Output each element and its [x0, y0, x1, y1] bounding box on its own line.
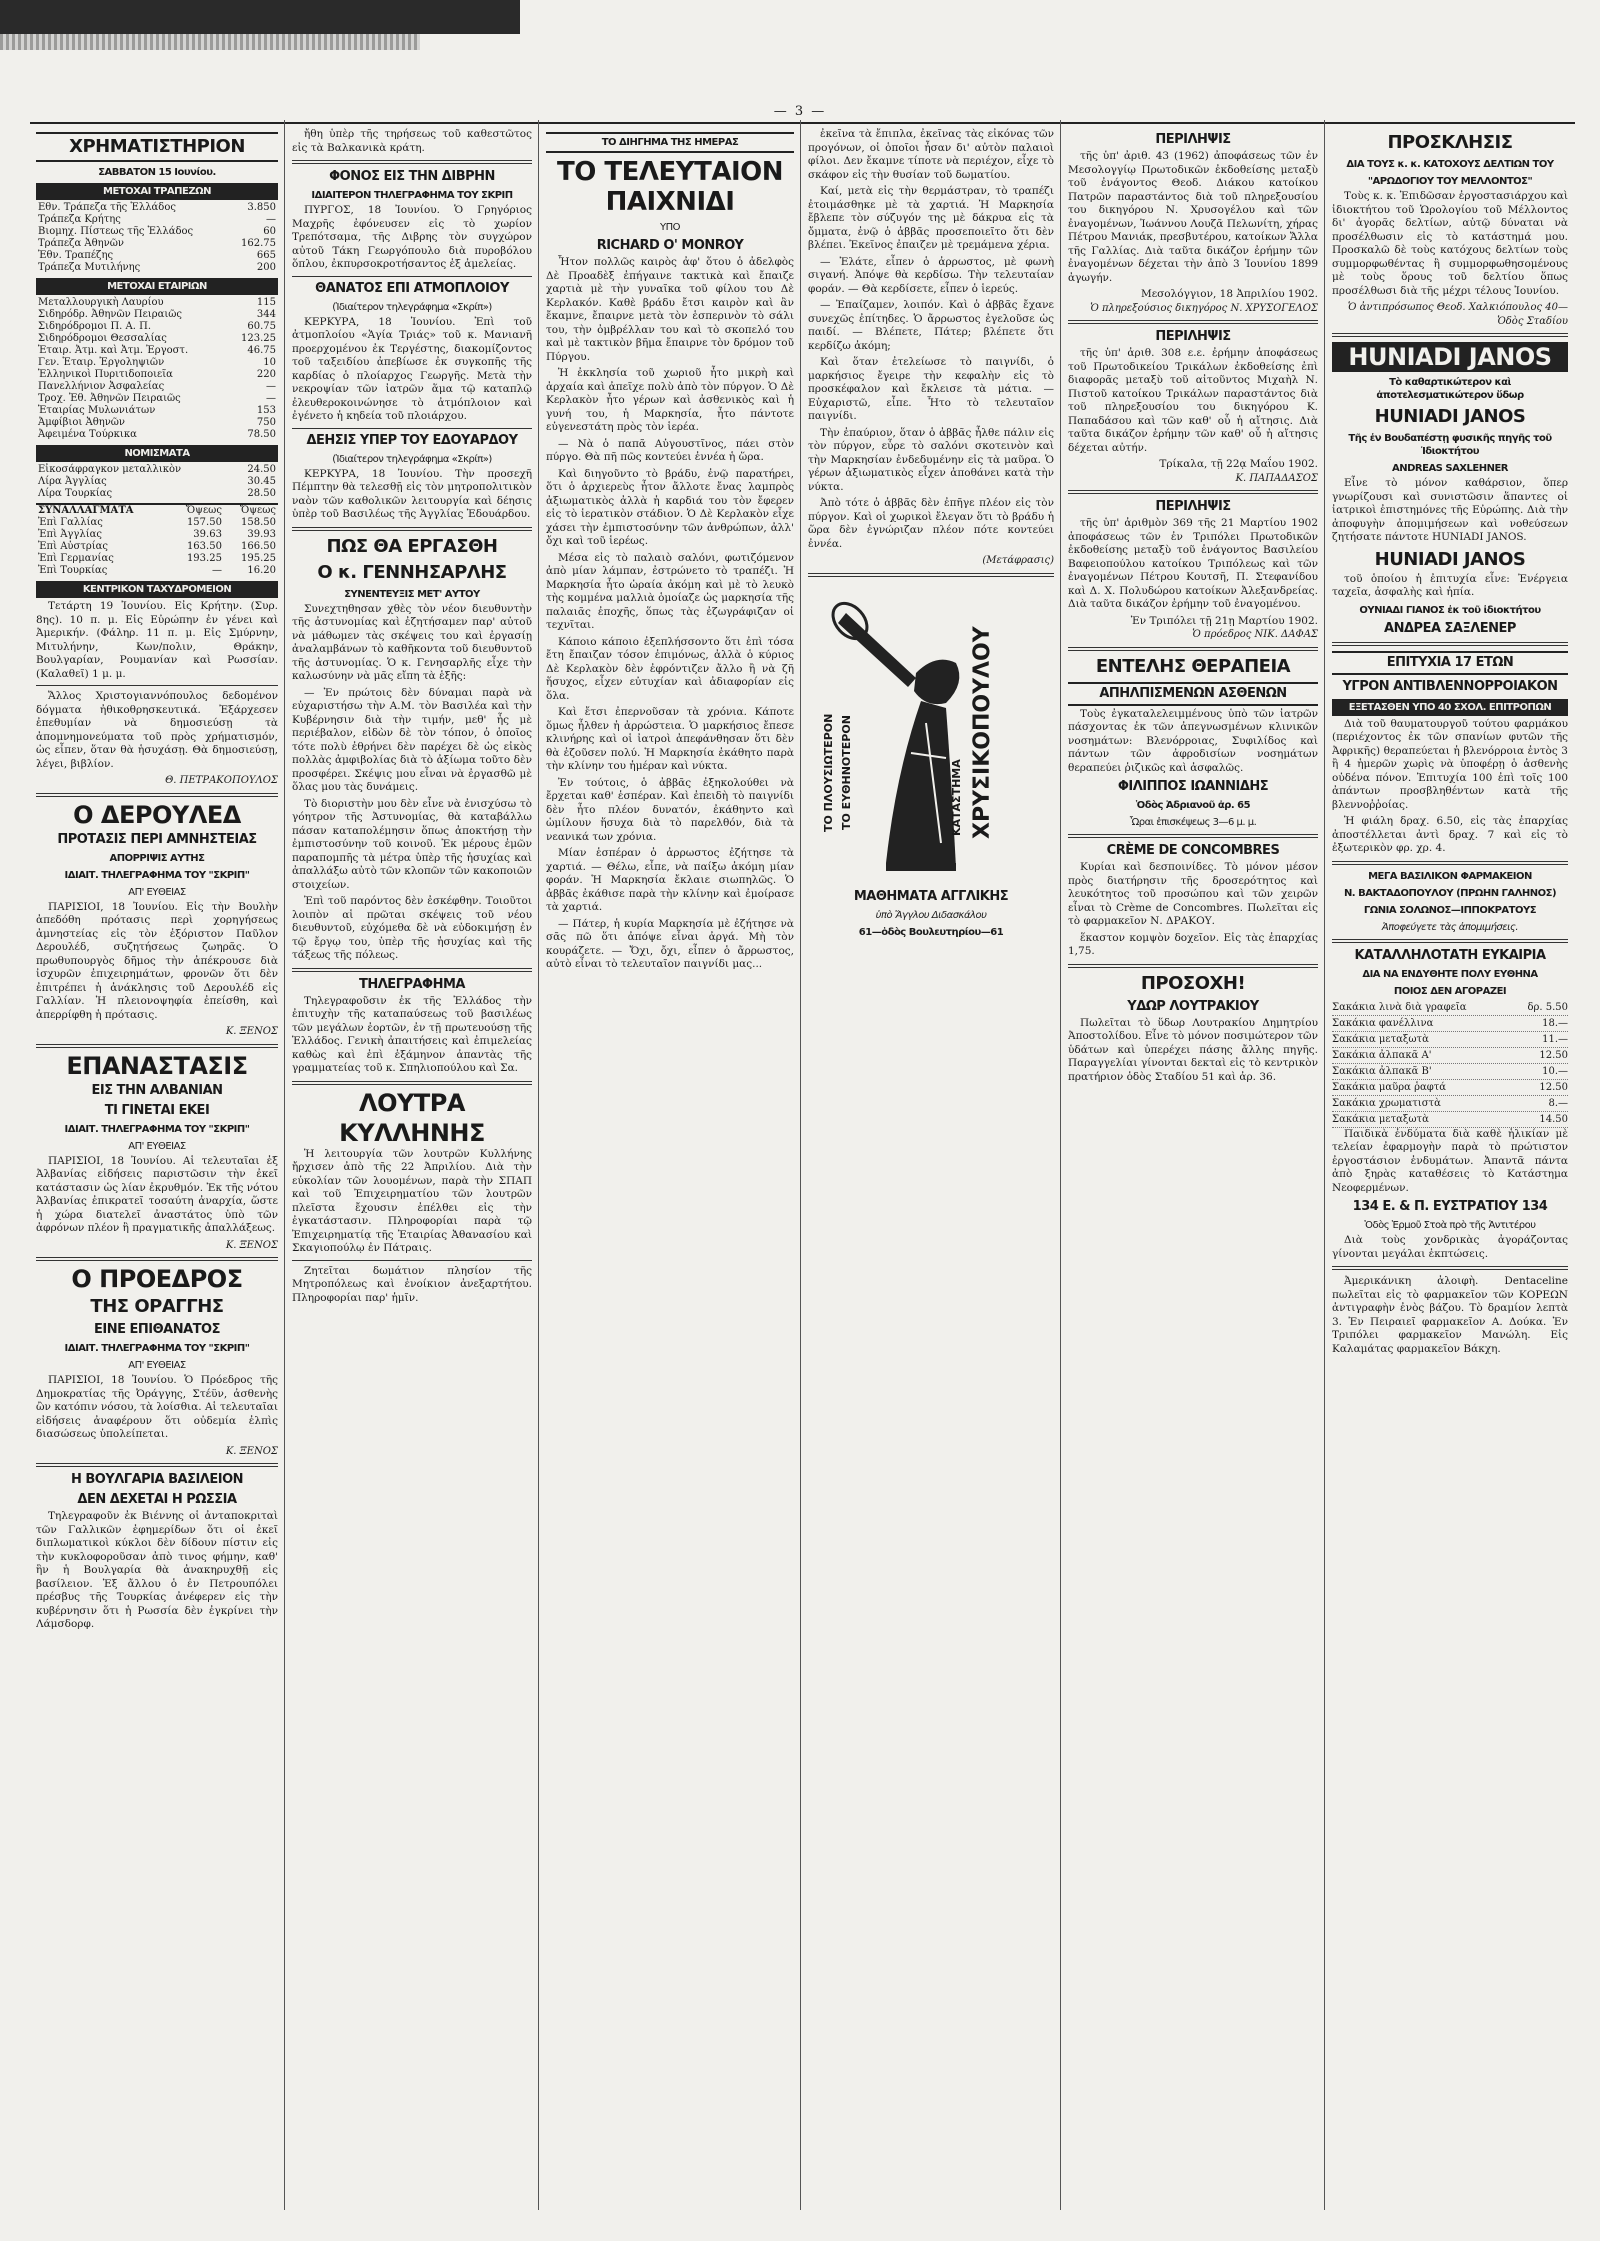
item-name: Σακάκια μαῦρα ῥαφτά	[1332, 1081, 1446, 1093]
last-ad-text: Ἀμερικάνικη ἀλοιφὴ. Dentaceline πωλεῖται εἰς τὸ φαρμακεῖον τῶν ΚΟΡΕΩΝ ἀντιγραφὴν ἐνὸς βάζου. Τὸ δραμίον λεπτὰ 3. Ἐν Πειραιεῖ φαρμακεῖον Α. Δούκα. Ἐν Τριπόλει φαρμακεῖον Μανώλη. Εἰς Καλαμάτας φαρμακεῖον Βάκχη.	[1332, 1275, 1568, 1355]
separator	[1332, 861, 1568, 865]
exchange-col-header: Ὄψεως	[239, 505, 276, 516]
albania-signature: Κ. ΞΕΝΟΣ	[225, 1239, 278, 1251]
companies-heading: ΜΕΤΟΧΑΙ ΕΤΑΙΡΙΩΝ	[36, 278, 278, 295]
stock-name: Γεν. Ἑταιρ. Ἐργοληψιῶν	[38, 357, 165, 368]
story-paragraph: Καὶ ὅταν ἐτελείωσε τὸ παιγνίδι, ὁ μαρκήσιος ἔγειρε τὴν κεφαλὴν εἰς τὸ προσκέφαλον καὶ ἔκλεισε τὰ μάτια. — Εὐχαριστῶ, εἶπε. Ἦτο τὸ τελευταῖον παιγνίδι.	[808, 356, 1054, 422]
separator	[36, 1463, 278, 1467]
column-2	[292, 128, 532, 2228]
remedy-price: Ἡ φιάλη δραχ. 6.50, εἰς τὰς ἐπαρχίας ἀποστέλλεται ἀντὶ δραχ. 7 καὶ εἰς τὸ ἐξωτερικὸν φρ. χρ. 4.	[1332, 815, 1568, 854]
coin-value: 24.50	[247, 464, 276, 475]
coin-value: 28.50	[247, 488, 276, 499]
separator	[1068, 647, 1318, 651]
hunyadi-title: HUNIADI JANOS	[1332, 342, 1568, 372]
separator	[36, 685, 278, 686]
item-price: 12.50	[1539, 1081, 1568, 1093]
exchange-value: 195.25	[241, 553, 276, 564]
item-name: Σακάκια ἀλπακᾶ Β'	[1332, 1065, 1432, 1077]
creme-title: CRÈME DE CONCOMBRES	[1106, 843, 1280, 858]
stock-value: 153	[256, 405, 276, 416]
story-paragraph: Μίαν ἑσπέραν ὁ ἀρρωστος ἐζήτησε τὰ χαρτιά. — Θέλω, εἶπε, νὰ παίξω ἀκόμη μίαν φοράν. Ἡ Μαρκησία ἔκλαιε σιωπηλῶς. Ὁ ἀββᾶς ἐκάθισε παρὰ τὴν κλίνην καὶ ἐμοίρασε τὰ χαρτιά.	[546, 847, 794, 913]
proedros-subtitle: ΤΗΣ ΟΡΑΓΓΗΣ	[90, 1296, 224, 1317]
column-6	[1332, 128, 1568, 2228]
shop-address-2: Ὁδὸς Ἑρμοῦ Στοὰ πρὸ τῆς Ἀντιτέρου	[1364, 1220, 1536, 1231]
attention-title: ΠΡΟΣΟΧΗ!	[1140, 972, 1246, 994]
pharmacy-note: Ἀποφεύγετε τὰς ἀπομιμήσεις.	[1381, 921, 1519, 933]
english-lessons-sub: ὑπὸ Ἄγγλου Διδασκάλου	[875, 909, 987, 921]
hunyadi-text-2: τοῦ ὁποίου ἡ ἐπιτυχία εἶνε: Ἐνέργεια ταχεῖα, ἀσφαλὴς καὶ ἠπία.	[1332, 572, 1568, 598]
creme-price: ἕκαστον κομψὸν δοχεῖον. Εἰς τὰς ἐπαρχίας 1,75.	[1068, 931, 1318, 957]
invite-text: Τοὺς κ. κ. Ἐπιδῶσαν ἐργοστασιάρχου καὶ ἰδιοκτήτου τοῦ Ὡρολογίου τοῦ Μέλλοντος δι' ἀγορᾶς δελτίων, αὐτῷ δύναται νὰ προσέλθωσιν εἰς τὸ κατάστημά μου. Προσκαλῶ δὲ τοὺς κατόχους δελτίων τοὺς συμμορφωθέντας ἢ συμμορφωθησομένους μὲ τοὺς ὅρους τοῦ δελτίου ὅπως προσέλθωσι διὰ τῆς μέχρι τέλους Ἰουνίου.	[1332, 190, 1568, 297]
deroulede-title: Ο ΔΕΡΟΥΛΕΔ	[73, 800, 241, 829]
stock-name: Πανελλήνιον Ἀσφαλείας	[38, 381, 165, 392]
table-row	[36, 529, 278, 541]
story-paragraph: Ἀπὸ τότε ὁ ἀββᾶς δὲν ἐπῆγε πλέον εἰς τὸν πύργον. Καὶ οἱ χωρικοὶ ἔλεγαν ὅτι τὸ βράδυ ἡ ὥρα δὲν ἐγνώριζαν πλέον πότε κοντεύει ἐννέα.	[808, 497, 1054, 550]
deroulede-text: ΠΑΡΙΣΙΟΙ, 18 Ἰουνίου. Εἰς τὴν Βουλὴν ἀπεδόθη πρότασις περὶ χορηγήσεως ἀμνηστείας εἰς τὸν ἐξόριστον Παῦλον Δερουλέδ, συζητήσεως ζωηρᾶς. Ὁ πρωθυπουργὸς δῆμος τὴν ἀπέκρουσε διὰ ἰσχυρῶν ἐπιχειρημάτων, φρονῶν ὅτι δὲν ἐπιτρέπει ἡ ἀνάκλησις τοῦ Δερουλέδ εἰς Γαλλίαν. Ἡ πλειονοψηφία ἐπείσθη, καὶ ἀπερρίφθη ἡ πρότασις.	[36, 900, 278, 1021]
telegrams-title: ΤΗΛΕΓΡΑΦΗΜΑ	[359, 976, 465, 992]
exchange-name: Ἐπὶ Ἀγγλίας	[38, 529, 102, 540]
invite-title: ΠΡΟΣΚΛΗΣΙΣ	[1387, 132, 1513, 153]
table-row	[36, 238, 278, 250]
deroulede-subtitle-2: ΑΠΟΡΡΙΨΙΣ ΑΥΤΗΣ	[109, 852, 205, 864]
remedy-years: ΕΠΙΤΥΧΙΑ 17 ΕΤΩΝ	[1332, 651, 1568, 675]
coin-name: Λίρα Ἀγγλίας	[38, 476, 107, 487]
separator	[292, 1260, 532, 1261]
table-row	[36, 369, 278, 381]
exchange-name: Ἐπὶ Γαλλίας	[38, 517, 103, 528]
market-date: ΣΑΒΒΑΤΟΝ 15 Ιουνίου.	[98, 167, 216, 178]
exchange-value: 166.50	[241, 541, 276, 552]
list-item	[1332, 1112, 1568, 1128]
telegram-line: ΙΔΙΑΙΤ. ΤΗΛΕΓΡΑΦΗΜΑ ΤΟΥ "ΣΚΡΙΠ"	[64, 1343, 250, 1354]
column-5	[1068, 128, 1318, 2228]
item-price: 12.50	[1539, 1049, 1568, 1061]
shop-sub-2: ΠΟΙΟΣ ΔΕΝ ΑΓΟΡΑΖΕΙ	[1393, 985, 1507, 997]
separator	[1332, 939, 1568, 943]
notice-text: τῆς ὑπ' ἀριθμὸν 369 τῆς 21 Μαρτίου 1902 ἀποφάσεως τῶν ἐν Τριπόλει Πρωτοδικῶν ἐκδοθείσης μεταξὺ τοῦ ἐνάγοντος Βασιλείου Βαφειοπούλου κατοίκου Τριπόλεως καὶ τῶν ἐναγομένων Πέτρου Κουτσῆ, Π. Στεφανίδου καὶ Δ. Χ. Πολυδώρου κατοίκων Ἀλεξανδρείας. Διὰ ταῦτα δικάζον ἐρήμην τοῦ ἐναγομένου.	[1068, 517, 1318, 610]
baths-text: Ἡ λειτουργία τῶν λουτρῶν Κυλλήνης ἤρχισεν ἀπὸ τῆς 22 Ἀπριλίου. Διὰ τὴν εὐκολίαν τῶν λουομένων, παρὰ τὴν ΣΠΑΠ καὶ τοῦ Ἐπιχειρηματίου τῶν λουτρῶν πλεῖστα ἔχουσιν ἐπέλθει εἰς τὴν ἐγκατάστασιν. Πληροφορίαι παρὰ τῷ Ἐπιχειρηματίᾳ τῆς Ἑταιρίας Ἀθανασίου καὶ Σκαγιοπούλῳ ἐν Πάτραις.	[292, 1147, 532, 1254]
story-paragraph: — Νὰ ὁ παπᾶ Αὐγουστῖνος, πάει στὸν πύργο. Θὰ πῆ πῶς κοντεύει ἐννέα ἡ ὥρα.	[546, 437, 794, 463]
murder-sub: ΙΔΙΑΙΤΕΡΟΝ ΤΗΛΕΓΡΑΦΗΜΑ ΤΟΥ ΣΚΡΙΠ	[311, 190, 513, 201]
coins-table	[36, 464, 278, 500]
attention-sub: ΥΔΩΡ ΛΟΥΤΡΑΚΙΟΥ	[1127, 998, 1259, 1014]
item-name: Σακάκια χρωματιστὰ	[1332, 1097, 1441, 1109]
column-3	[546, 128, 794, 2228]
baths-title: ΛΟΥΤΡΑ	[359, 1088, 465, 1117]
bulgar-title: Η ΒΟΥΛΓΑΡΙΑ ΒΑΣΙΛΕΙΟΝ	[70, 1472, 244, 1487]
exchange-value: 39.63	[193, 529, 222, 540]
col-divider	[800, 120, 801, 2210]
exchange-table	[36, 503, 278, 577]
exchange-value: 39.93	[247, 529, 276, 540]
exchange-name: Ἐπὶ Αὐστρίας	[38, 541, 109, 552]
table-row	[36, 393, 278, 405]
story-paragraph: Κάποιο κάποιο ἐξεπλήσσοντο ὅτι ἐπὶ τόσα ἔτη ἔπαιζαν τόσον ἐπιμόνως, ἀλλὰ ὁ κύριος Δὲ Κερλακὸν δὲν ἐφρόντιζεν ἄλλο ἢ νὰ ζῆ ἥσυχος, εἶχεν εὐτυχίαν καὶ ἀδιαφορίαν εἰς ὅλα.	[546, 635, 794, 702]
story-paragraph: — Ἐπαίζαμεν, λοιπόν. Καὶ ὁ ἀββᾶς ἔχανε συνεχῶς ἐπίτηδες. Ὁ ἄρρωστος ἐγελοῦσε ὡς παιδί. — Βλέπετε, Πάτερ; βλέπετε ὅτι κερδίζω ἀκόμη;	[808, 299, 1054, 352]
deroulede-signature: Κ. ΞΕΝΟΣ	[225, 1026, 278, 1037]
prayer-sub: (Ἰδιαίτερον τηλεγράφημα «Σκρίπ»)	[332, 453, 492, 465]
table-row	[36, 541, 278, 553]
column-4	[808, 128, 1054, 2228]
english-lessons-title: ΜΑΘΗΜΑΤΑ ΑΓΓΛΙΚΗΣ	[853, 888, 1009, 904]
remedy-sub: ΕΞΕΤΑΣΘΕΝ ΥΠΟ 40 ΣΧΟΛ. ΕΠΙΤΡΟΠΩΝ	[1332, 699, 1568, 716]
exchange-name: Ἐπὶ Γερμανίας	[38, 553, 114, 564]
telegram-sub: ΑΠ' ΕΥΘΕΙΑΣ	[128, 1140, 186, 1152]
top-rule	[30, 122, 1575, 124]
work-text: — Ἐν πρώτοις δὲν δύναμαι παρὰ νὰ εὐχαριστήσω τὴν Α.Μ. τὸν Βασιλέα καὶ τὴν Κυβέρνησιν διὰ τὴν τιμήν, μεθ' ἧς μὲ περιέβαλον, εἰδὼν δὲ τὸν τόπον, ὁ ὁποῖος τότε πολὺ ἐθρήνει δὲν παρέχει δὲ ὡς εἰκὸς πολλὰς ἀμφιβολίας διὰ τὸ ἀξίωμα τοῦτο δὲν προσφέρει. Σκέψις μου εἶναι νὰ ἐργασθῶ μὲ ὅλας μου τὰς δυνάμεις.	[292, 686, 532, 793]
cure-sub: ΑΠΗΛΠΙΣΜΕΝΩΝ ΑΣΘΕΝΩΝ	[1068, 682, 1318, 706]
notice-signature: Ὁ πληρεξούσιος δικηγόρος Ν. ΧΡΥΣΟΓΕΛΟΣ	[1090, 302, 1318, 314]
story-paragraph: — Ἐλάτε, εἶπεν ὁ ἀρρωστος, μὲ φωνὴ σιγανή. Ἀπόψε θὰ κερδίσω. Τὴν τελευταίαν φοράν. — Θὰ κερδίσετε, εἶπεν ὁ ἱερεύς.	[808, 255, 1054, 295]
stock-value: 60.75	[247, 321, 276, 332]
pharmacy-sub: Ν. ΒΑΚΤΑΔΟΠΟΥΛΟΥ (ΠΡΩΗΝ ΓΑΛΗΝΟΣ)	[1343, 887, 1557, 899]
translation-note: (Μετάφρασις)	[982, 555, 1054, 566]
work-text: Τὸ διοριστὴν μου δὲν εἶνε νὰ ἐνισχύσω τὸ γόητρον τῆς Ἀστυνομίας, θὰ καταβάλλω πάσαν καταπολέμησιν ὅπως ἀποκτήσῃ τὴν ἐμπιστοσύνην τοῦ κοινοῦ. Ἐκ μέρους ἐμῶν παραπομπῆς τὰ μέτρα ὑπὲρ τῆς ἡσυχίας καὶ ἀπαλλάξω αὐτὸ τῶν κλοπῶν τῶν κακοποιῶν στοιχείων.	[292, 797, 532, 891]
stock-name: Ἀφειμένα Τούρκικα	[38, 429, 137, 440]
albania-subtitle: ΕΙΣ ΤΗΝ ΑΛΒΑΝΙΑΝ	[91, 1082, 223, 1098]
stock-value: —	[266, 381, 276, 392]
scan-top-edge	[0, 0, 1600, 100]
hunyadi-name-2: HUNIADI JANOS	[1374, 548, 1526, 570]
stock-name: Ἐθν. Τραπέζης	[38, 250, 114, 261]
notice-signature: Ὁ πρόεδρος ΝΙΚ. ΔΑΦΑΣ	[1192, 629, 1318, 640]
notice-text: τῆς ὑπ' ἀριθ. 43 (1962) ἀποφάσεως τῶν ἐν Μεσολογγίῳ Πρωτοδικῶν ἐκδοθείσης μεταξὺ τοῦ ἐνάγοντος Θεοδ. Διάκου κατοίκου Πατρῶν παραστάντος διὰ τοῦ πληρεξουσίου του δικηγόρου Ν. Χρυσογέλου καὶ τῶν ἐναγομένων, Ἰωάννου Λουζᾶ Πελωνίτη, χήρας Πέτρου Μανιάκ, πρεσβυτέρου, κατοίκων Ἄλλα τῆς Γαλλίας. Διὰ ταῦτα δικάζον ἐρήμην τῶν ἐναγομένων δέχεται τὴν ἀπὸ 3 Ἰουνίου 1899 ἀγωγήν.	[1068, 150, 1318, 284]
table-row	[36, 429, 278, 441]
story-paragraph: Καί, μετὰ εἰς τὴν θερμάστραν, τὸ τραπέζι ἐτοιμάσθηκε μὲ τὰ χαρτιά. Ἡ Μαρκησία ἔβλεπε τὸν σύζυγόν της μὲ δάκρυα εἰς τὰ ὄμματα, ἐνῷ ὁ ἀββᾶς προσεποιεῖτο ὅτι δὲν βλέπει. Ἐκεῖνος ἐπαιζεν μὲ τρεμάμενα χέρια.	[808, 185, 1054, 251]
attention-text: Πωλεῖται τὸ ὕδωρ Λουτρακίου Δημητρίου Ἀποστολίδου. Εἶνε τὸ μόνον ποσιμώτερον τῶν ὑδάτων καὶ ὑπερέχει πάσης ἄλλης πηγῆς. Παραγγελίαι γίνονται δεκταὶ εἰς τὸ κεντρικὸν πρατήριον ὁδὸς Σταδίου 51 καὶ ἀρ. 36.	[1068, 1016, 1318, 1083]
essay-signature: Θ. ΠΕΤΡΑΚΟΠΟΥΛΟΣ	[165, 775, 278, 786]
shop-note: Διὰ τοὺς χονδρικὰς ἀγοράζοντας γίνονται μεγάλαι ἐκπτώσεις.	[1332, 1234, 1568, 1260]
exchange-value: 163.50	[186, 541, 222, 552]
ad-line-2: ΤΟ ΕΥΘΗΝΟΤΕΡΟΝ	[840, 715, 853, 830]
item-name: Σακάκια μεταξωτὰ	[1332, 1033, 1429, 1045]
separator	[36, 1257, 278, 1261]
proedros-subtitle-2: ΕΙΝΕ ΕΠΙΘΑΝΑΤΟΣ	[94, 1322, 220, 1337]
story-title: ΤΟ ΤΕΛΕΥΤΑΙΟΝ ΠΑΙΧΝΙΔΙ	[557, 157, 783, 217]
story-paragraph: ἐκεῖνα τὰ ἔπιπλα, ἐκεῖνας τὰς εἰκόνας τῶν προγόνων, οἱ ὁποῖοι ἦσαν δι' αὐτὸν παλαιοὶ φίλοι. Δεν ἔκαμνε τίποτε νὰ περιέχον, εἶχε τὸ σκάφον εἰς τὴν θυσίαν τοῦ δωματίου.	[808, 128, 1054, 181]
stock-value: 3.850	[247, 202, 276, 213]
list-item	[1332, 1096, 1568, 1112]
item-price: δρ. 5.50	[1527, 1001, 1568, 1013]
remedy-text: Διὰ τοῦ θαυματουργοῦ τούτου φαρμάκου (περιέχοντος ἐκ τῶν σπανίων φυτῶν τῆς Ἀφρικῆς) θεραπεύεται ἡ βλενόρροια ἐντὸς 3 ἢ 4 ἡμερῶν χωρὶς νὰ ὑποφέρῃ ὁ ἀσθενὴς οὐδένα πόνον. Ἐπιτυχία 100 ἐπὶ τοῖς 100 ἀπάντων προσβληθέντων κατὰ τῆς βλεννοῤῥοίας.	[1332, 717, 1568, 811]
steamer-title: ΘΑΝΑΤΟΣ ΕΠΙ ΑΤΜΟΠΛΟΙΟΥ	[315, 280, 509, 296]
proedros-title: Ο ΠΡΟΕΔΡΟΣ	[71, 1265, 243, 1293]
stock-name: Ἑταιρ. Ἀτμ. καὶ Ἀτμ. Ἐργοστ.	[38, 345, 189, 356]
prayer-title: ΔΕΗΣΙΣ ΥΠΕΡ ΤΟΥ ΕΔΟΥΑΡΔΟΥ	[306, 432, 518, 448]
table-row	[36, 488, 278, 500]
table-row	[36, 321, 278, 333]
sole-agent: ΟΥΝΙΑΔΙ ΓΙΑΝΟΣ ἐκ τοῦ ἰδιοκτήτου	[1359, 604, 1541, 616]
pharmacy-title: ΜΕΓΑ ΒΑΣΙΛΙΚΟΝ ΦΑΡΜΑΚΕΙΟΝ	[1368, 870, 1532, 882]
exchange-value: 158.50	[241, 517, 276, 528]
stock-name: Τροχ. Ἐθ. Ἀθηνῶν Πειραιῶς	[38, 393, 181, 404]
hunyadi-sub: Τὸ καθαρτικώτερον καὶ ἀποτελεσματικώτερον ὕδωρ	[1376, 377, 1524, 401]
story-by: ΥΠΟ	[660, 222, 680, 233]
separator	[292, 968, 532, 972]
invite-sub-2: "ΑΡΩΔΟΓΙΟΥ ΤΟΥ ΜΕΛΛΟΝΤΟΣ"	[1367, 176, 1533, 187]
notice-place: Ἐν Τριπόλει τῇ 21ῃ Μαρτίου 1902.	[1130, 614, 1318, 627]
post-text: Τετάρτη 19 Ἰουνίου. Εἰς Κρήτην. (Συρ. 8ης). 10 π. μ. Εἰς Εὐρώπην ἐν γένει καὶ Ἀμερικήν. (Φάληρ. 11 π. μ. Εἰς Σμύρνην, Μιτυλήνην, Κων/πολιν, Θράκην, Βουλγαρίαν, Ρουμανίαν καὶ Ρωσσίαν. (Καλαθεῖ) 1 μ. μ.	[36, 600, 278, 680]
pharmacy-address: ΓΩΝΙΑ ΣΟΛΩΝΟΣ—ΙΠΠΟΚΡΑΤΟΥΣ	[1363, 904, 1537, 916]
table-row	[36, 345, 278, 357]
cure-address: Ὁδὸς Ἀδριανοῦ ἀρ. 65	[1135, 800, 1251, 811]
page-number: — 3 —	[773, 104, 827, 119]
separator	[1068, 834, 1318, 838]
telegram-line: ΙΔΙΑΙΤ. ΤΗΛΕΓΡΑΦΗΜΑ ΤΟΥ "ΣΚΡΙΠ"	[64, 869, 250, 881]
exchange-value: 16.20	[247, 565, 276, 576]
stock-name: Εθν. Τράπεζα τῆς Ἑλλάδος	[38, 202, 176, 213]
table-row	[36, 357, 278, 369]
notice-signature: Κ. ΠΑΠΑΔΑΣΟΣ	[1235, 472, 1318, 484]
coins-heading: ΝΟΜΙΣΜΑΤΑ	[36, 445, 278, 462]
market-title: ΧΡΗΜΑΤΙΣΤΗΡΙΟΝ	[36, 132, 278, 162]
table-row	[36, 333, 278, 345]
story-paragraph: Μέσα εἰς τὸ παλαιὸ σαλόνι, φωτιζόμενον ἀπὸ μίαν λάμπαν, ἐστρώνετο τὸ τραπέζι. Ἡ Μαρκησία ἦτο ὡραία ἀκόμη καὶ μὲ τὸ λευκὸ τὴς κομμένα μαλλιὰ ὁμοίαζε ὡς μαρκησία τῆς παλαιᾶς ἐποχῆς, ὅπως τὰς ἐζωγράφιζαν οἱ τεχνῖται.	[546, 551, 794, 631]
list-item	[1332, 1064, 1568, 1080]
table-row	[36, 476, 278, 488]
exchange-name: Ἐπὶ Τουρκίας	[38, 565, 108, 576]
work-text: Ἐπὶ τοῦ παρόντος δὲν ἐσκέφθην. Τοιοῦτοι λοιπὸν αἱ πρῶται σκέψεις τοῦ νέου διευθυντοῦ, εὐχόμεθα δὲ νὰ εὐδοκιμήσῃ ἐν τῷ ἔργῳ του, ὑπὲρ τῆς ἡσυχίας καὶ τῆς τάξεως τῆς πόλεως.	[292, 895, 532, 961]
stock-name: Ἑταιρίας Μυλωνιάτων	[38, 405, 156, 416]
exchange-value: 157.50	[186, 517, 222, 528]
notice-place: Τρίκαλα, τῇ 22ᾳ Μαΐου 1902.	[1159, 458, 1318, 470]
table-header-row	[36, 504, 278, 517]
hunyadi-name: HUNIADI JANOS	[1374, 406, 1526, 427]
separator	[36, 1044, 278, 1048]
item-price: 18.—	[1542, 1017, 1568, 1029]
stock-value: 46.75	[247, 345, 276, 356]
item-name: Σακάκια λινὰ διὰ γραφεῖα	[1332, 1001, 1467, 1013]
list-item	[1332, 1032, 1568, 1048]
murder-text: ΠΥΡΓΟΣ, 18 Ἰουνίου. Ὁ Γρηγόριος Μαχρῆς ἐφόνευσεν εἰς τὸ χωρίον Τρεπότσαμα, τῆς Διβρης τὸν συγχώρον αὐτοῦ Τάκη Γεωργόπουλο διὰ πυροβόλου ὅπλου, ἐκπυρσοκροτήσαντος ἐξ ἀμελείας.	[292, 204, 532, 270]
stock-value: —	[266, 393, 276, 404]
bulgar-text: Τηλεγραφοῦν ἐκ Βιέννης οἱ ἀνταποκριταὶ τῶν Γαλλικῶν ἐφημερίδων ὅτι οἱ ἐκεῖ διπλωματικοὶ κύκλοι δὲν δίδουν πίστιν εἰς τὴν κυκλοφοροῦσαν ἀπὸ τινος φήμην, καθ' ἣν ἡ Βουλγαρία θὰ ἀνακηρυχθῇ εἰς βασίλειον. Ἐξ ἄλλου ὁ ἐν Πετρουπόλει πρέσβυς τῆς Τουρκίας ἀνέφερεν εἰς τὴν κυβέρνησιν ὅτι ἡ Ρωσσία δὲν ἐγκρίνει τὴν Λάμσδορφ.	[36, 1510, 278, 1630]
notice-title: ΠΕΡΙΛΗΨΙΣ	[1155, 132, 1231, 147]
stock-name: Βιομηχ. Πίστεως τῆς Ἑλλάδος	[38, 226, 194, 237]
telegram-line: ΙΔΙΑΙΤ. ΤΗΛΕΓΡΑΦΗΜΑ ΤΟΥ "ΣΚΡΙΠ"	[64, 1123, 250, 1135]
exchange-col-header: Ὄψεως	[185, 505, 222, 516]
telegram-sub: ΑΠ' ΕΥΘΕΙΑΣ	[128, 886, 186, 898]
stock-value: —	[266, 214, 276, 225]
col-divider	[538, 120, 539, 2210]
table-row	[36, 405, 278, 417]
col-divider	[1060, 120, 1061, 2210]
separator	[1332, 333, 1568, 337]
remedy-title: ΥΓΡΟΝ ΑΝΤΙΒΛΕΝΝΟΡΡΟΙΑΚΟΝ	[1342, 678, 1558, 694]
stock-value: 123.25	[241, 333, 276, 344]
stock-name: Τράπεζα Ἀθηνῶν	[38, 238, 124, 249]
sole-agent-name: ΑΝΔΡΕΑ ΣΑΞΛΕΝΕΡ	[1384, 620, 1516, 636]
shop-title: ΚΑΤΑΛΛΗΛΟΤΑΤΗ ΕΥΚΑΙΡΙΑ	[1354, 947, 1546, 963]
english-lessons-address: 61—ὁδὸς Βουλευτηρίου—61	[858, 926, 1004, 938]
story-paragraph: Καὶ διηγοῦντο τὸ βράδυ, ἐνῷ παρατήρει, ὅτι ὁ ἀρχιερεὺς ἦτον ἄλλοτε ἔνας λαμπρὸς ἀξιωματικὸς ἀλλὰ ἡ καρδιά του τὸν ἔφερεν εἰς τὸ ἱερατικὸν στάδιον. Ὁ Δὲ Κερλακὸν εἶχε χάσει τὴν ἐμπιστοσύνην τῶν ἀνθρώπων, ἀλλ' ὄχι καὶ τοῦ ἱερέως.	[546, 467, 794, 547]
ad-brand: ΧΡΥΣΙΚΟΠΟΥΛΟΥ	[970, 626, 995, 839]
col-divider	[284, 120, 285, 2210]
work-text: Συνεχτηθησαν χθὲς τὸν νέον διευθυντὴν τῆς ἀστυνομίας καὶ ἐζητήσαμεν παρ' αὐτοῦ νὰ μάθωμεν τὰς σκέψεις του καὶ ἐργασίῃ ἀναλαμβάνων τὸ καθῆκοντα τοῦ διευθυντοῦ τῆς ἀστυνομίας. Ὁ κ. Γενησαρλῆς εἶχε τὴν καλωσύνην νὰ μᾶς εἴπη τὰ ἑξῆς:	[292, 602, 532, 682]
stock-name: Σιδηρόδρ. Ἀθηνῶν Πειραιῶς	[38, 309, 183, 320]
companies-table	[36, 297, 278, 441]
work-title: ΠΩΣ ΘΑ ΕΡΓΑΣΘΗ	[326, 535, 498, 557]
col-divider	[1324, 120, 1325, 2210]
separator	[36, 793, 278, 797]
exchange-heading: ΣΥΝΑΛΛΑΓΜΑΤΑ	[38, 505, 134, 516]
stock-name: Ἀμφίβιοι Ἀθηνῶν	[38, 417, 126, 428]
invite-signature: Ὁ ἀντιπρόσωπος Θεοδ. Χαλκιόπουλος 40—Ὁδὸς Σταδίου	[1347, 302, 1568, 327]
albania-subtitle-2: ΤΙ ΓΙΝΕΤΑΙ ΕΚΕΙ	[104, 1102, 210, 1118]
list-item	[1332, 1080, 1568, 1096]
table-row	[36, 309, 278, 321]
stock-value: 60	[263, 226, 276, 237]
scan-dark-band	[0, 0, 520, 34]
notice-title: ΠΕΡΙΛΗΨΙΣ	[1155, 499, 1231, 514]
banks-heading: ΜΕΤΟΧΑΙ ΤΡΑΠΕΖΩΝ	[36, 183, 278, 200]
cure-name: ΦΙΛΙΠΠΟΣ ΙΩΑΝΝΙΔΗΣ	[1117, 779, 1269, 794]
stock-value: 162.75	[241, 238, 276, 249]
separator	[292, 160, 532, 164]
lead-text: ἤθη ὑπὲρ τῆς τηρήσεως τοῦ καθεστῶτος εἰς τὰ Βαλκανικὰ κράτη.	[292, 128, 532, 154]
table-row	[36, 202, 278, 214]
shop-sub: ΔΙΑ ΝΑ ΕΝΔΥΘΗΤΕ ΠΟΛΥ ΕΥΘΗΝΑ	[1362, 968, 1538, 980]
table-row	[36, 417, 278, 429]
coin-value: 30.45	[247, 476, 276, 487]
separator	[292, 1081, 532, 1085]
item-price: 10.—	[1542, 1065, 1568, 1077]
story-paragraph: — Πάτερ, ἡ κυρία Μαρκησία μὲ ἐζήτησε νὰ σᾶς πῶ ὅτι ἀπόψε εἶναι ἀργά. Μὴ τὸν κουράζετε. — Ὄχι, ὄχι, εἶπεν ὁ ἄρρωστος, αὐτὸ εἶναι τὸ τελευταῖον παιγνίδι μας...	[546, 917, 794, 970]
creme-text: Κυρίαι καὶ δεσποινίδες. Τὸ μόνον μέσον πρὸς διατήρησιν τῆς δροσερότητος καὶ λευκότητος τοῦ προσώπου καὶ τῶν χειρῶν εἶναι τὸ Crème de Concombres. Πωλεῖται εἰς τὸ φαρμακεῖον Ν. ΔΡΑΚΟΥ.	[1068, 861, 1318, 927]
stock-name: Σιδηρόδρομοι Π. Α. Π.	[38, 321, 151, 332]
separator	[1332, 1266, 1568, 1270]
banks-table	[36, 202, 278, 274]
proedros-signature: Κ. ΞΕΝΟΣ	[225, 1445, 278, 1457]
telegrams-text: Τηλεγραφοῦσιν ἐκ τῆς Ἐλλάδος τὴν ἐπιτυχὴν τῆς καταπαύσεως τοῦ βασιλέως τῶν μεγάλων ἐορτῶν, ἐν τῇ πρωτευούσῃ τῆς Ἑλλάδος. Γενικὴ ἀπαιτήσεις καὶ ἐπιμελείας καθὼς καὶ ἐπὶ ἑξάμηνον ἀπαντὰς τῆς γραμματείας τοῦ κ. Σπηλιοπούλου καὶ Σα.	[292, 994, 532, 1074]
story-paragraph: Ἐν τούτοις, ὁ ἀββᾶς ἐξηκολούθει νὰ ἔρχεται καθ' ἑσπέραν. Καὶ ἐπειδὴ τὸ παιγνίδι δὲν ἦτο πλέον δυνατόν, ἐκάθηντο καὶ ὡμίλουν ἥσυχα διὰ τὸ παρελθόν, διὰ τὰ νεανικά των χρόνια.	[546, 776, 794, 843]
work-sub: Ο κ. ΓΕΝΝΗΣΑΡΛΗΣ	[317, 561, 507, 583]
story-kicker: ΤΟ ΔΙΗΓΗΜΑ ΤΗΣ ΗΜΕΡΑΣ	[546, 132, 794, 153]
item-name: Σακάκια ἀλπακᾶ Α'	[1332, 1049, 1432, 1061]
notice-text: τῆς ὑπ' ἀριθ. 308 ε.ε. ἐρήμην ἀποφάσεως τοῦ Πρωτοδικείου Τρικάλων ἐκδοθείσης ἐπὶ διαφορᾶς μεταξὺ τοῦ αἰτοῦντος Μιχαὴλ Ν. Πιστοῦ κατοίκου Τρικάλων παραστάντος διὰ τοῦ πληρεξουσίου του δικηγόρου Κ. Παπαδάσου καὶ τῶν καθ' οὗ ἡ αἴτησις. Διὰ ταῦτα δικάζον ἐρήμην τῶν καθ' οὗ ἡ αἴτησις δέχεται αὐτήν.	[1068, 347, 1318, 454]
advertisement-illustration	[822, 583, 1036, 883]
separator	[292, 428, 532, 429]
list-item	[1332, 1048, 1568, 1064]
ad-line-1: ΤΟ ΠΛΟΥΣΙΩΤΕΡΟΝ	[822, 713, 835, 832]
list-item	[1332, 1016, 1568, 1032]
essay-text: Ἄλλος Χριστογιαννόπουλος δεδομένον δόγματα ἠθικοθρησκευτικά. Ἐξάρχεσεν ἐπεθυμίαν νὰ δημοσιεύσῃ τὰ ἀπομνημονεύματα τοῦ πρὸς χρήματισμόν, ὡς εἶπεν, ὅταν θὰ ἡσυχάσῃ. Θὰ δημοσιεύσῃ, λέγει, βιβλίον.	[36, 690, 278, 770]
shop-text: Παιδικὰ ἐνδύματα διὰ καθὲ ἡλικίαν μὲ τελείαν ἐφαρμογὴν παρὰ τὸ πρώτιστον ἐργοστάσιον ἐνδυμάτων. Ἀπαντᾶ πάντα ἀπὸ ξηρὰς καταθέσεις τὸ Κατάστημα Νεοφερμένων.	[1332, 1127, 1568, 1194]
murder-title: ΦΟΝΟΣ ΕΙΣ ΤΗΝ ΔΙΒΡΗΝ	[329, 169, 495, 184]
table-row	[36, 250, 278, 262]
stock-value: 344	[256, 309, 276, 320]
work-sub-2: ΣΥΝΕΝΤΕΥΞΙΣ ΜΕΤ' ΑΥΤΟΥ	[344, 588, 480, 600]
story-paragraph: Τὴν ἐπαύριον, ὅταν ὁ ἀββᾶς ἦλθε πάλιν εἰς τὸν πύργον, εὗρε τὸ σαλόνι σκοτεινὸν καὶ τὴν Μαρκησίαν ἐνδεδυμένην εἰς τὰ μαῦρα. Ὁ γέρων ἀξιωματικὸς εἶχεν ἀποθάνει κατὰ τὴν νύκτα.	[808, 426, 1054, 493]
invite-sub: ΔΙΑ ΤΟΥΣ κ. κ. ΚΑΤΟΧΟΥΣ ΔΕΛΤΙΩΝ ΤΟΥ	[1346, 159, 1554, 170]
coin-name: Λίρα Τουρκίας	[38, 488, 113, 499]
stock-value: 10	[263, 357, 276, 368]
column-1	[36, 128, 278, 2228]
table-row	[36, 226, 278, 238]
hunyadi-text: Εἶνε τὸ μόνον καθάρσιον, ὅπερ γνωρίζουσι καὶ συνιστῶσιν ἅπαντες οἱ ἰατρικοὶ ἐπιστημόνες τῆς Εὐρώπης. Διὰ τὴν ἀποφυγὴν ἀπομιμήσεων καὶ νοθεύσεων ζητήσατε πάντοτε HUNIADI JANOS.	[1332, 477, 1568, 543]
stock-name: Τράπεζα Κρήτης	[38, 214, 121, 225]
stock-value: 200	[256, 262, 276, 273]
table-row	[36, 553, 278, 565]
albania-title: ΕΠΑΝΑΣΤΑΣΙΣ	[66, 1051, 248, 1080]
exchange-value: 193.25	[186, 553, 222, 564]
story-paragraph: Ἦτον πολλῶς καιρὸς ἀφ' ὅτου ὁ ἀδελφὸς Δὲ Προαδὲξ ἐπήγαινε τακτικὰ καὶ ἔπαιζε χαρτιὰ μὲ τὴν γυναῖκα τοῦ φίλου του Δὲ Κερλακόν. Καθὲ βράδυ ἔτσι καιρὸν καὶ ἂν ἔκαμνε, ἔπαιρνε μετὰ τὸν ἑσπερινὸν τὸ σάλι του, τὴν ὀμβρέλλαν του καὶ τὸ σκοπελό του καὶ μὲ τακτικὸν βῆμα ἔπαιρνε τὸν δρόμον τοῦ Πύργου.	[546, 256, 794, 363]
stock-value: 665	[256, 250, 276, 261]
table-row	[36, 262, 278, 274]
cure-title: ΕΝΤΕΛΗΣ ΘΕΡΑΠΕΙΑ	[1095, 655, 1291, 677]
story-paragraph: Καὶ ἔτσι ἐπερνοῦσαν τὰ χρόνια. Κάποτε ὅμως ἦλθεν ἡ ἀρρώστεια. Ὁ μαρκήσιος ἔπεσε κλινήρης καὶ οἱ ἰατροὶ ἀπεφάνθησαν ὅτι δὲν θὰ ἐζοῦσεν πολύ. Ἡ Μαρκησία ἐκάθητο παρὰ τὴν κλίνην του ἡμέραν καὶ νύκτα.	[546, 706, 794, 772]
rooms-text: Ζητεῖται δωμάτιον πλησίον τῆς Μητροπόλεως καὶ ἐνοίκιον ἀνεξαρτήτου. Πληροφορίαι παρ' ἡμῖν.	[292, 1264, 532, 1304]
separator	[1068, 490, 1318, 494]
hunyadi-source: Τῆς ἐν Βουδαπέστῃ φυσικῆς πηγῆς τοῦ Ἰδιοκτήτου	[1348, 433, 1552, 457]
item-price: 11.—	[1542, 1033, 1568, 1045]
scan-grain-band	[0, 34, 420, 50]
separator	[1068, 964, 1318, 968]
cure-text: Τοὺς ἐγκαταλελειμμένους ὑπὸ τῶν ἰατρῶν πάσχοντας ἐκ τῶν ἀπεγνωσμένων κλινικῶν νοσημάτων: Βλενόρροιας, Συφιλίδος καὶ πάντων τῶν ἀφροδισίων νοσημάτων θεραπεύει ῥιζικῶς καὶ ἀσφαλῶς.	[1068, 707, 1318, 774]
item-name: Σακάκια μεταξωτὰ	[1332, 1113, 1429, 1125]
ad-line-3: ΚΑΤΑΣΤΗΜΑ	[950, 759, 963, 836]
cure-hours: Ὧραι ἐπισκέψεως 3—6 μ. μ.	[1129, 817, 1257, 828]
separator	[808, 573, 1054, 577]
story-author: RICHARD O' MONROY	[596, 238, 744, 253]
shop-price-list	[1332, 1000, 1568, 1128]
stock-name: Μεταλλουργικὴ Λαυρίου	[38, 297, 164, 308]
steamer-sub: (Ἰδιαίτερον τηλεγράφημα «Σκρίπ»)	[332, 301, 492, 313]
stock-name: Ἑλληνικοὶ Πυριτιδοποιεῖα	[38, 369, 173, 380]
stock-name: Τράπεζα Μυτιλήνης	[38, 262, 141, 273]
proedros-text: ΠΑΡΙΣΙΟΙ, 18 Ἰουνίου. Ὁ Πρόεδρος τῆς Δημοκρατίας τῆς Ὀράγγης, Στέϋν, ἀσθενὴς ὢν κατόπιν νόσου, τὰ λοίσθια. Αἱ τελευταῖαι εἰδήσεις ἀναφέρουν ὅτι οὐδεμία ἐλπὶς διασώσεως ὑπολείπεται.	[36, 1374, 278, 1440]
coin-name: Εἰκοσάφραγκον μεταλλικὸν	[38, 464, 182, 475]
notice-title: ΠΕΡΙΛΗΨΙΣ	[1155, 329, 1231, 344]
stock-value: 750	[256, 417, 276, 428]
hunyadi-owner: ANDREAS SAXLEHNER	[1392, 463, 1508, 474]
stock-value: 220	[256, 369, 276, 380]
story-paragraph: Ἡ ἐκκλησία τοῦ χωριοῦ ἦτο μικρὴ καὶ ἀρχαία καὶ ἀπεῖχε πολὺ ἀπὸ τὸν πύργον. Ὁ Δὲ Κερλακὸν ἦτο γέρων καὶ ἀσθενικὸς καὶ ἡ γυνή του, ἡ Μαρκησία, ἦτο πάντοτε εὐγενεστάτη πρὸς τὸν ἱερέα.	[546, 367, 794, 433]
table-row	[36, 297, 278, 309]
separator	[292, 527, 532, 531]
shop-address: 134 Ε. & Π. ΕΥΣΤΡΑΤΙΟΥ 134	[1352, 1199, 1548, 1214]
post-heading: ΚΕΝΤΡΙΚΟΝ ΤΑΧΥΔΡΟΜΕΙΟΝ	[36, 581, 278, 598]
separator	[1332, 642, 1568, 646]
stock-name: Σιδηρόδρομοι Θεσσαλίας	[38, 333, 167, 344]
stock-value: 115	[256, 297, 276, 308]
stock-value: 78.50	[247, 429, 276, 440]
telegram-sub: ΑΠ' ΕΥΘΕΙΑΣ	[128, 1360, 186, 1371]
baths-sub: ΚΥΛΛΗΝΗΣ	[339, 1118, 485, 1147]
table-row	[36, 565, 278, 577]
albania-text: ΠΑΡΙΣΙΟΙ, 18 Ἰουνίου. Αἱ τελευταῖαι ἐξ Ἀλβανίας εἰδήσεις παριστῶσιν τὴν ἐκεῖ κατάστασιν ὡς λίαν ἐκρυθμόν. Ἐκ τῆς νότου Ἀλβανίας ἐπικρατεῖ τοσαύτη ἀναρχία, ὥστε ἡ χώρα διατελεῖ ἀναστάτος ὑπὸ τῶν ἀφρόνων πλέον ἢ πραγματικῆς ἀπαλλάξεως.	[36, 1154, 278, 1234]
list-item	[1332, 1000, 1568, 1016]
item-price: 8.—	[1548, 1097, 1568, 1109]
item-price: 14.50	[1539, 1113, 1568, 1125]
table-row	[36, 214, 278, 226]
bulgar-subtitle: ΔΕΝ ΔΕΧΕΤΑΙ Η ΡΩΣΣΙΑ	[77, 1492, 237, 1507]
item-name: Σακάκια φανέλλινα	[1332, 1017, 1434, 1029]
steamer-text: ΚΕΡΚΥΡΑ, 18 Ἰουνίου. Ἐπὶ τοῦ ἀτμοπλοίου «Ἁγία Τριάς» τοῦ κ. Μανιανῆ προερχομένου ἐκ Τεργέστης, διακομίζοντος τοῦ ταξειδίου ἀπεβίωσε ἐκ συγκοπῆς τῆς καρδίας ὁ πλοίαρχος Γεωργῆς. Μετὰ τὴν νεκροψίαν τῶν ἰατρῶν ἅμα τῷ καταπλῷ ἐλευθεροκοινώνησε τὸ ἀτμόπλοιον καὶ ἐγένετο ἡ κηδεία τοῦ πλοιάρχου.	[292, 315, 532, 422]
notice-place: Μεσολόγγιον, 18 Ἀπριλίου 1902.	[1140, 288, 1318, 300]
exchange-value: —	[211, 565, 222, 576]
table-row	[36, 517, 278, 529]
table-row	[36, 381, 278, 393]
prayer-text: ΚΕΡΚΥΡΑ, 18 Ἰουνίου. Τὴν προσεχῆ Πέμπτην θὰ τελεσθῇ εἰς τὸν μητροπολιτικὸν ναὸν τῶν καθολικῶν λειτουργία καὶ δέησις ὑπὲρ τοῦ Βασιλέως τῆς Ἀγγλίας Ἐδουάρδου.	[292, 467, 532, 520]
deroulede-subtitle: ΠΡΟΤΑΣΙΣ ΠΕΡΙ ΑΜΝΗΣΤΕΙΑΣ	[57, 831, 257, 847]
separator	[1068, 320, 1318, 324]
separator	[292, 276, 532, 277]
table-row	[36, 464, 278, 476]
